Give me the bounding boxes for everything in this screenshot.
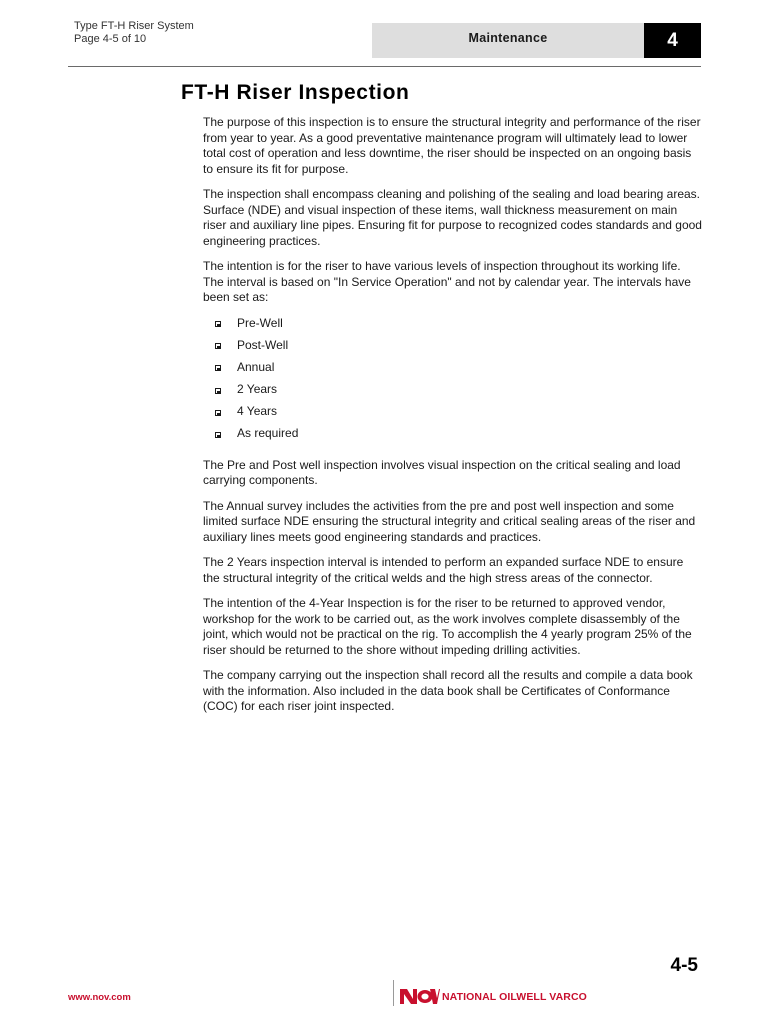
paragraph-2-years: The 2 Years inspection interval is intended to perform an expanded surface NDE to ensure the structural integrity of the critical welds and the high stress areas of the connector. bbox=[203, 555, 684, 585]
page-reference: Page 4-5 of 10 bbox=[74, 33, 147, 45]
page-number: 4-5 bbox=[670, 955, 698, 976]
list-item bbox=[203, 360, 703, 382]
list-item bbox=[203, 316, 703, 338]
page-title: FT-H Riser Inspection bbox=[181, 81, 410, 104]
list-item-label: Annual bbox=[237, 359, 275, 374]
footer-divider bbox=[393, 980, 394, 1006]
section-bar bbox=[372, 23, 644, 58]
paragraph-pre-post-well: The Pre and Post well inspection involves visual inspection on the critical sealing and load carrying components. bbox=[203, 457, 681, 488]
paragraph-scope: The inspection shall encompass cleaning and polishing of the sealing and load bearing areas. Surface (NDE) and visual inspection of these items, wall thickness measurement on main riser and auxiliary line pipes. Ensuring fit for purpose to recognized codes standards and good engineering practices. bbox=[203, 187, 702, 248]
list-item bbox=[203, 338, 703, 360]
document-title: Type FT-H Riser System bbox=[74, 20, 194, 32]
checkbox-bullet-icon bbox=[215, 365, 221, 371]
paragraph-4-years: The intention of the 4-Year Inspection is for the riser to be returned to approved vendor, workshop for the work to be carried out, as the work involves complete disassembly of the joint, which would not be practical on the rig. To accomplish the 4 yearly program 25% of the riser should be returned to the shore without impeding drilling activities. bbox=[203, 596, 692, 657]
checkbox-bullet-icon bbox=[215, 432, 221, 438]
paragraph-annual: The Annual survey includes the activities from the pre and post well inspection and some limited surface NDE ensuring the structural integrity and critical sealing areas of the riser and auxiliary lines meets good engineering standards and practices. bbox=[203, 498, 696, 544]
paragraph-intervals-intro: The intention is for the riser to have various levels of inspection throughout its working life. The interval is based on "In Service Operation" and not by calendar year. The intervals have been set as: bbox=[203, 259, 691, 304]
list-item bbox=[203, 426, 703, 448]
checkbox-bullet-icon bbox=[215, 388, 221, 394]
list-item-label: 2 Years bbox=[237, 382, 278, 397]
list-item bbox=[203, 404, 703, 426]
list-item-label: As required bbox=[237, 426, 299, 441]
section-title: Maintenance bbox=[468, 31, 548, 45]
nov-logo-icon bbox=[400, 987, 440, 1005]
checkbox-bullet-icon bbox=[215, 343, 221, 349]
main-content bbox=[203, 115, 703, 725]
paragraph-records: The company carrying out the inspection shall record all the results and compile a data book with the information. Also included in the data book shall be Certificates of Conformance (COC) for each riser joint inspected. bbox=[203, 668, 693, 714]
paragraph-purpose: The purpose of this inspection is to ensure the structural integrity and performance of the riser from year to year. As a good preventative maintenance program will ultimately lead to lower total cost of operation and less downtime, the riser should be inspected on an ongoing basis to ensure its fit for purpose. bbox=[203, 115, 701, 176]
checkbox-bullet-icon bbox=[215, 321, 221, 327]
header-divider bbox=[68, 66, 701, 67]
company-name: NATIONAL OILWELL VARCO bbox=[442, 991, 587, 1003]
list-item bbox=[203, 382, 703, 404]
interval-list bbox=[203, 316, 703, 449]
list-item-label: 4 Years bbox=[237, 404, 278, 419]
document-meta bbox=[74, 20, 194, 46]
footer-url-link[interactable]: www.nov.com bbox=[68, 992, 131, 1003]
chapter-number: 4 bbox=[644, 23, 701, 58]
checkbox-bullet-icon bbox=[215, 410, 221, 416]
list-item-label: Post-Well bbox=[237, 337, 289, 352]
list-item-label: Pre-Well bbox=[237, 315, 283, 330]
